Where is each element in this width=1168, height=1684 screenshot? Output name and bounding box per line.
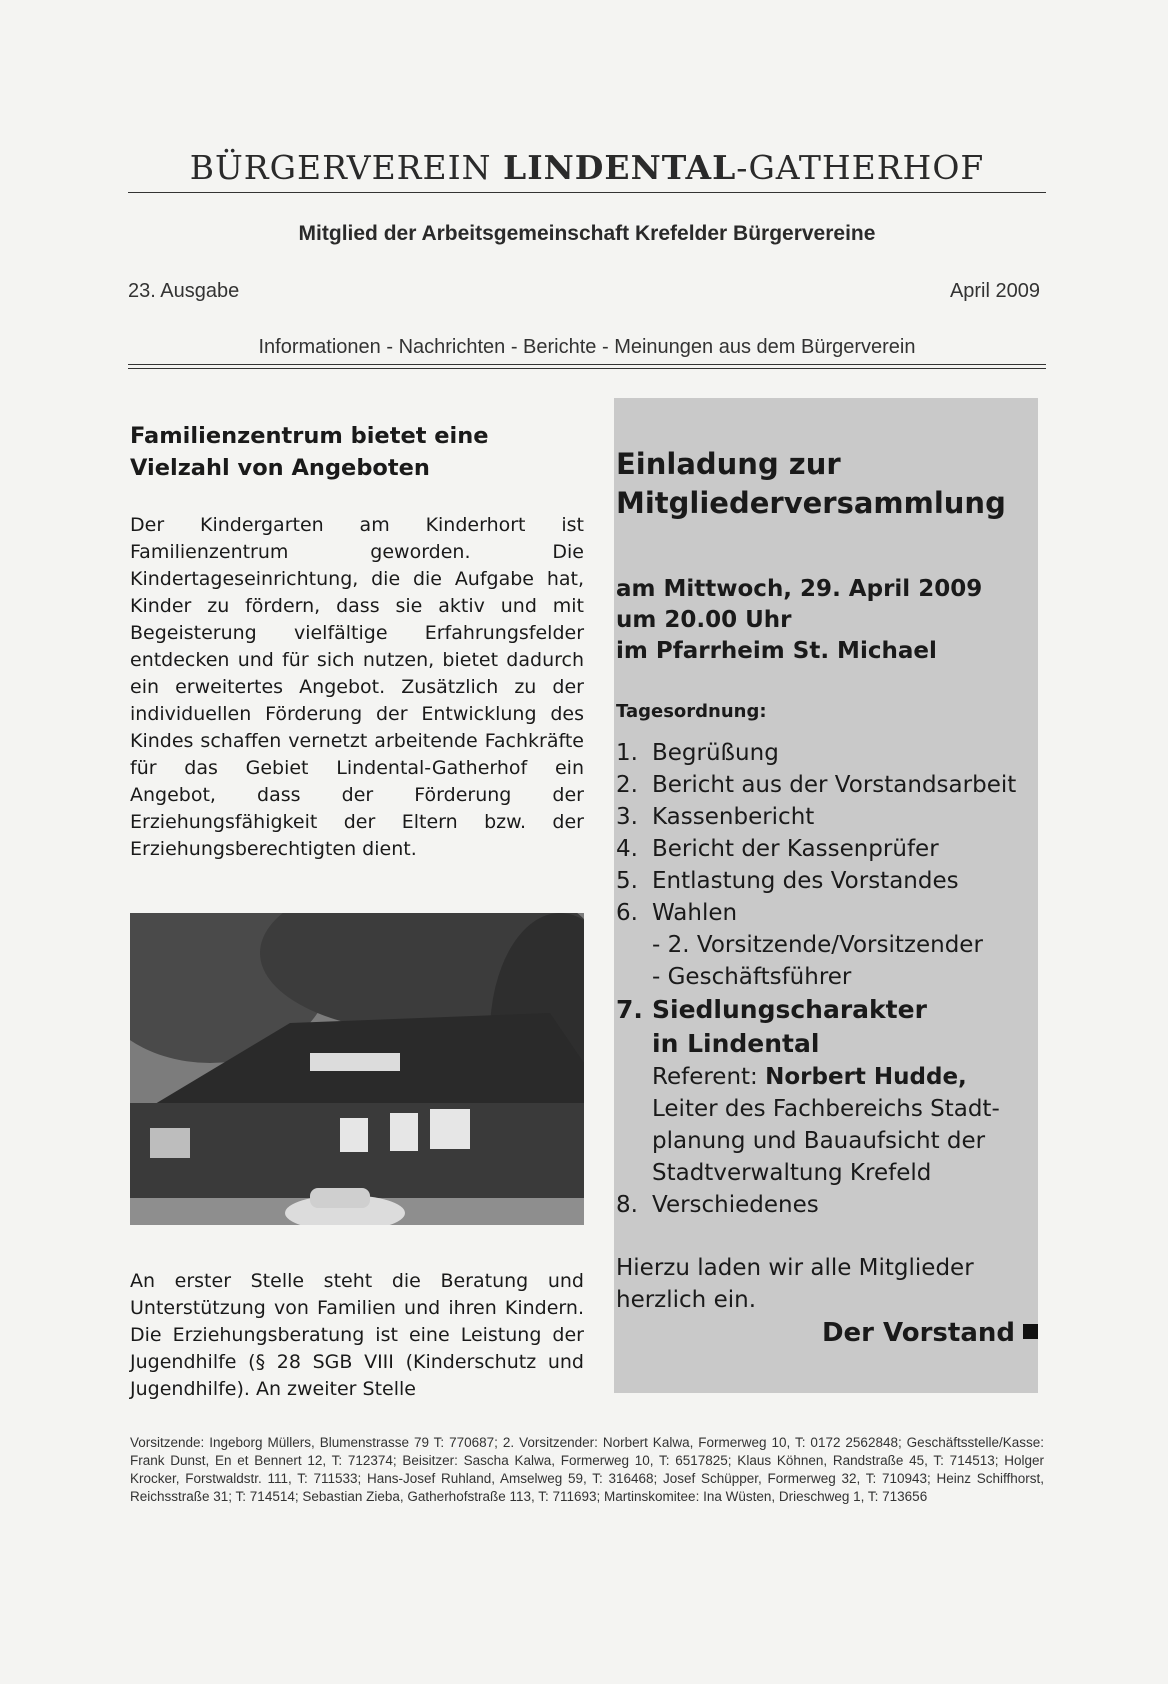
- agenda-item-7-desc: planung und Bauaufsicht der: [652, 1128, 986, 1154]
- agenda-item-7-desc: Leiter des Fachbereichs Stadt-: [652, 1096, 1000, 1122]
- masthead: [128, 148, 1046, 187]
- agenda-item: [616, 897, 1046, 929]
- invitation-date: am Mittwoch, 29. April 2009: [616, 576, 983, 602]
- invitation-title: [616, 445, 1036, 523]
- invitation-when: [616, 574, 982, 667]
- agenda-item-number: 2.: [616, 772, 638, 798]
- invitation-time: um 20.00 Uhr: [616, 607, 792, 633]
- agenda-item-text: Begrüßung: [652, 740, 779, 766]
- signature-text: Der Vorstand: [821, 1318, 1015, 1348]
- footer-contacts: Vorsitzende: Ingeborg Müllers, Blumenstrasse 79 T: 770687; 2. Vorsitzender: Norbert Kalwa, Formerweg 10, T: 0172 2562848; Geschäftsstelle/Kasse: Frank Dunst, En et Bennert 12, T: 712374; Beisitzer: Sascha Kalwa, Formerweg 10, T: 6517825; Klaus Köhnen, Randstraße 45, T: 714513; Holger Krocker, Forstwaldstr. 111, T: 711533; Hans-Josef Ruhland, Amselweg 59, T: 316468; Josef Schüpper, Formerweg 32, T: 710943; Heinz Schiffhorst, Reichsstraße 31; T: 714514; Sebastian Zieba, Gatherhofstraße 113, T: 711693; Martinskomitee: Ina Wüsten, Drieschweg 1, T: 713656: [130, 1435, 1044, 1504]
- agenda-item: [616, 833, 1046, 865]
- agenda-label: Tagesordnung:: [616, 701, 767, 722]
- agenda-item: [616, 865, 1046, 897]
- agenda-item-number: 5.: [616, 868, 638, 894]
- masthead-suffix: -GATHERHOF: [736, 148, 985, 187]
- agenda-item-number: 7.: [616, 995, 643, 1024]
- issue-date: April 2009: [949, 280, 1040, 302]
- article-paragraph-1: Der Kindergarten am Kinderhort ist Familienzentrum geworden. Die Kindertageseinrichtung, die die Aufgabe hat, Kinder zu fördern, dass sie aktiv und mit Begeisterung vielfältige Erfahrungsfelder entdecken und für sich nutzen, bietet dadurch ein erweitertes Angebot. Zusätzlich zu der individuellen Förderung der Entwicklung des Kindes schaffen vernetzt arbeitende Fachkräfte für das Gebiet Lindental-Gatherhof ein Angebot, dass der Förderung der Erziehungsfähigkeit der Eltern bzw. der Erziehungsberechtigten dient.: [130, 514, 584, 860]
- invitation-signature: [822, 1318, 1038, 1348]
- issue-number: 23. Ausgabe: [128, 280, 240, 302]
- agenda-subitem: - Geschäftsführer: [652, 964, 852, 990]
- membership-line: Mitglied der Arbeitsgemeinschaft Krefelder Bürgervereine: [298, 222, 876, 245]
- masthead-prefix: BÜRGERVEREIN: [189, 148, 503, 187]
- agenda-subitem: - 2. Vorsitzende/Vorsitzender: [652, 932, 983, 958]
- agenda-item-7-title2: in Lindental: [652, 1029, 820, 1058]
- tagline-divider: [128, 364, 1046, 369]
- invitation-place: im Pfarrheim St. Michael: [616, 638, 937, 664]
- agenda-item-7-title1: Siedlungscharakter: [652, 995, 927, 1024]
- agenda-item-number: 4.: [616, 836, 638, 862]
- agenda-item-number: 1.: [616, 740, 638, 766]
- agenda-item: [616, 1189, 1046, 1221]
- header-divider: [128, 192, 1046, 193]
- agenda-item-text: Wahlen: [652, 900, 738, 926]
- agenda-list: [616, 737, 1046, 1221]
- agenda-item-text: Verschiedenes: [652, 1192, 819, 1218]
- agenda-item-7: [616, 993, 1046, 1027]
- agenda-item: [616, 801, 1046, 833]
- masthead-bold: LINDENTAL: [503, 148, 737, 187]
- article-paragraph-2: An erster Stelle steht die Beratung und Unterstützung von Familien und ihren Kindern. Die Erziehungsberatung ist eine Leistung der Jugendhilfe (§ 28 SGB VIII (Kinderschutz und Jugendhilfe). An zweiter Stelle: [130, 1270, 584, 1400]
- invitation-title-line1: Einladung zur: [616, 447, 841, 481]
- agenda-item-7-referent: [616, 1061, 1046, 1093]
- agenda-item-text: Bericht der Kassenprüfer: [652, 836, 939, 862]
- agenda-item-text: Kassenbericht: [652, 804, 815, 830]
- agenda-item-7-desc: Stadtverwaltung Krefeld: [652, 1160, 932, 1186]
- end-square-icon: [1023, 1324, 1038, 1339]
- invitation-title-line2: Mitgliederversammlung: [616, 486, 1006, 520]
- agenda-item-number: 8.: [616, 1192, 638, 1218]
- agenda-item-text: Bericht aus der Vorstandsarbeit: [652, 772, 1017, 798]
- building-photo: [130, 913, 584, 1225]
- agenda-item-number: 3.: [616, 804, 638, 830]
- article-title: Familienzentrum bietet eine Vielzahl von Angeboten: [130, 423, 489, 481]
- invitation-closing: Hierzu laden wir alle Mitglieder herzlich ein.: [616, 1255, 974, 1313]
- article-header: [130, 420, 584, 484]
- referent-label: Referent:: [652, 1064, 766, 1090]
- agenda-item: [616, 737, 1046, 769]
- referent-name: Norbert Hudde,: [765, 1064, 967, 1090]
- agenda-item: [616, 769, 1046, 801]
- agenda-item-number: 6.: [616, 900, 638, 926]
- agenda-item-text: Entlastung des Vorstandes: [652, 868, 959, 894]
- tagline: Informationen - Nachrichten - Berichte - Meinungen aus dem Bürgerverein: [258, 336, 916, 358]
